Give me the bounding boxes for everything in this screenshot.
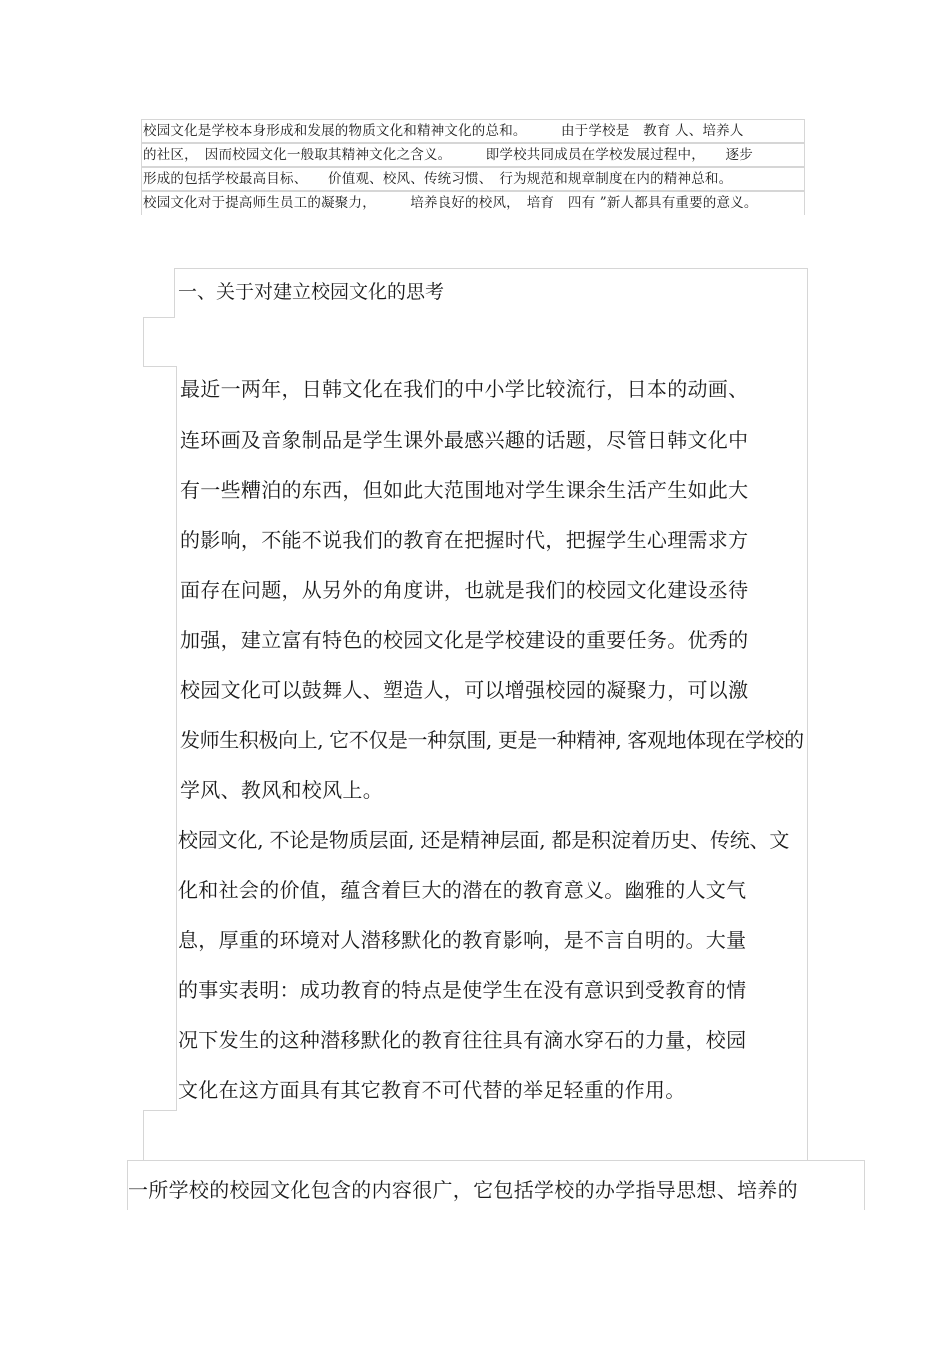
frame-step-line-c bbox=[143, 1110, 176, 1111]
paragraph1-line-3: 有一些糟泊的东西，但如此大范围地对学生课余生活产生如此大 bbox=[180, 478, 749, 502]
paragraph2-line-4: 的事实表明：成功教育的特点是使学生在没有意识到受教育的情 bbox=[178, 978, 747, 1002]
frame-step-line-b bbox=[143, 366, 176, 367]
paragraph3-line-1: 一所学校的校园文化包含的内容很广，它包括学校的办学指导思想、培养的 bbox=[128, 1178, 798, 1202]
intro-line-3: 形成的包括学校最高目标、 价值观、校风、传统习惯、 行为规范和规章制度在内的精神总和。 bbox=[143, 171, 733, 187]
frame-step-line-a bbox=[143, 317, 175, 318]
paragraph2-line-5: 况下发生的这种潜移默化的教育往往具有滴水穿石的力量，校园 bbox=[178, 1028, 747, 1052]
intro-line-1: 校园文化是学校本身形成和发展的物质文化和精神文化的总和。 由于学校是 教育 人、培养人 bbox=[143, 123, 744, 139]
intro-line-2: 的社区， 因而校园文化一般取其精神文化之含义。 即学校共同成员在学校发展过程中， 逐步 bbox=[143, 147, 753, 163]
frame-left-line-b bbox=[143, 317, 144, 367]
paragraph2-line-2: 化和社会的价值，蕴含着巨大的潜在的教育意义。幽雅的人文气 bbox=[178, 878, 747, 902]
frame-bottom-line bbox=[127, 1160, 865, 1161]
paragraph2-line-1: 校园文化, 不论是物质层面, 还是精神层面, 都是积淀着历史、传统、文 bbox=[178, 828, 790, 852]
paragraph1-line-9: 学风、教风和校风上。 bbox=[180, 778, 383, 802]
paragraph2-line-3: 息，厚重的环境对人潜移默化的教育影响，是不言自明的。大量 bbox=[178, 928, 747, 952]
frame-top-line bbox=[174, 268, 808, 269]
paragraph1-line-8: 发师生积极向上, 它不仅是一种氛围, 更是一种精神, 客观地体现在学校的 bbox=[180, 728, 804, 752]
paragraph1-line-5: 面存在问题，从另外的角度讲，也就是我们的校园文化建设丞待 bbox=[180, 578, 749, 602]
frame-left-line-c bbox=[176, 366, 177, 1111]
frame-right-line bbox=[807, 268, 808, 1161]
paragraph2-line-6: 文化在这方面具有其它教育不可代替的举足轻重的作用。 bbox=[178, 1078, 686, 1102]
section-heading: 一、关于对建立校园文化的思考 bbox=[178, 281, 445, 303]
paragraph1-line-6: 加强，建立富有特色的校园文化是学校建设的重要任务。优秀的 bbox=[180, 628, 749, 652]
frame-left-line-d bbox=[143, 1110, 144, 1161]
paragraph1-line-4: 的影响，不能不说我们的教育在把握时代，把握学生心理需求方 bbox=[180, 528, 749, 552]
paragraph1-line-7: 校园文化可以鼓舞人、塑造人，可以增强校园的凝聚力，可以激 bbox=[180, 678, 749, 702]
paragraph1-line-2: 连环画及音象制品是学生课外最感兴趣的话题，尽管日韩文化中 bbox=[180, 428, 749, 452]
paragraph1-line-1: 最近一两年，日韩文化在我们的中小学比较流行，日本的动画、 bbox=[180, 377, 749, 401]
frame-right-line-e bbox=[864, 1160, 865, 1210]
intro-line-4: 校园文化对于提高师生员工的凝聚力， 培养良好的校风， 培育 四有 ”新人都具有重要的意义。 bbox=[143, 195, 758, 211]
frame-left-line-a bbox=[174, 268, 175, 318]
